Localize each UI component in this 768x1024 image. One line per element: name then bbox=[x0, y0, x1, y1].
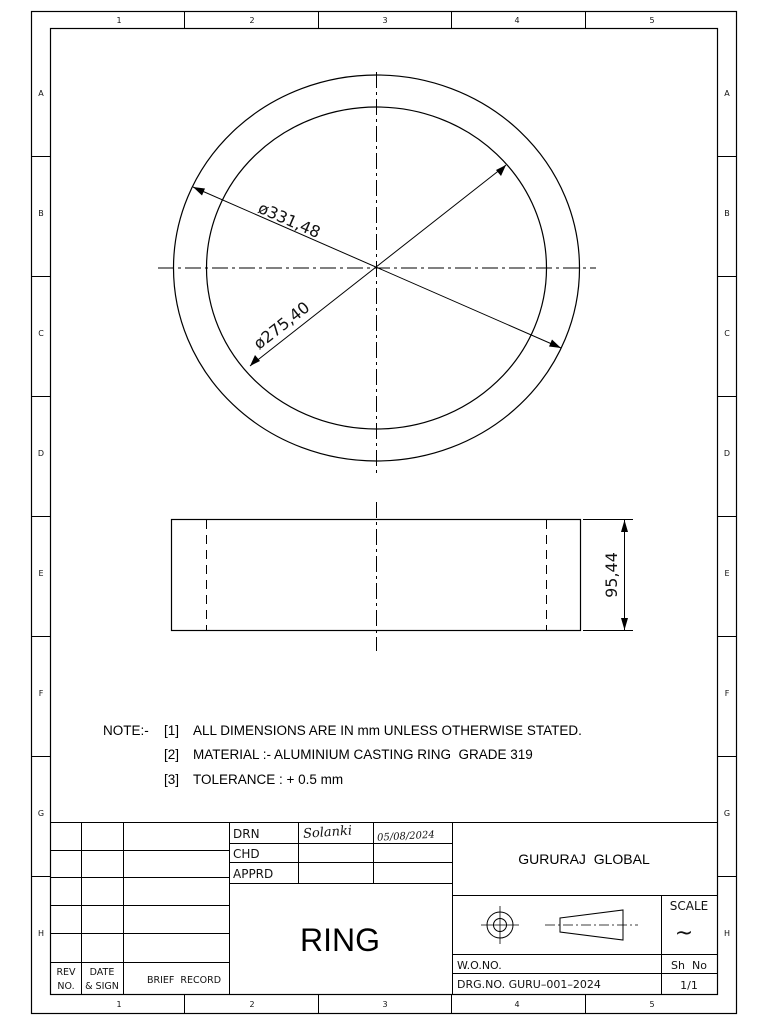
inner-diameter-arrow-start bbox=[250, 355, 260, 366]
drawn-date: 05/08/2024 bbox=[376, 829, 435, 844]
sheet-value: 1/1 bbox=[680, 979, 698, 992]
col-label-bottom-5: 5 bbox=[649, 1000, 655, 1009]
height-label: 95,44 bbox=[602, 552, 621, 598]
part-title: RING bbox=[300, 922, 380, 958]
note-1-number: [1] bbox=[164, 723, 180, 738]
drn-label: DRN bbox=[233, 827, 260, 841]
drawing-number: DRG.NO. GURU–001–2024 bbox=[457, 978, 601, 991]
row-label-right-e: E bbox=[724, 569, 730, 578]
sheet-label: Sh No bbox=[671, 959, 707, 972]
row-label-right-c: C bbox=[724, 329, 730, 338]
wo-number-label: W.O.NO. bbox=[457, 959, 502, 972]
row-label-left-d: D bbox=[37, 449, 45, 458]
col-label-bottom-4: 4 bbox=[514, 1000, 520, 1009]
rev-no-header: NO. bbox=[57, 981, 75, 992]
row-label-right-d: D bbox=[723, 449, 731, 458]
height-arrow-top bbox=[621, 520, 628, 532]
row-label-right-g: G bbox=[723, 809, 731, 818]
inner-border bbox=[51, 29, 718, 995]
notes bbox=[103, 723, 582, 787]
row-label-right-b: B bbox=[724, 209, 730, 218]
top-view bbox=[158, 72, 596, 475]
row-label-left-a: A bbox=[38, 89, 44, 98]
col-label-top-5: 5 bbox=[649, 16, 655, 25]
row-label-right-f: F bbox=[724, 689, 730, 698]
note-1-text: ALL DIMENSIONS ARE IN mm UNLESS OTHERWISE STATED. bbox=[193, 723, 582, 738]
note-2-text: MATERIAL :- ALUMINIUM CASTING RING GRADE 319 bbox=[193, 747, 533, 762]
outer-diameter-arrow-end bbox=[549, 340, 561, 349]
row-label-left-b: B bbox=[38, 209, 44, 218]
chd-label: CHD bbox=[233, 847, 260, 861]
row-label-right-a: A bbox=[724, 89, 730, 98]
scale-value: ~ bbox=[674, 921, 694, 946]
title-block bbox=[51, 823, 718, 995]
note-3-text: TOLERANCE : + 0.5 mm bbox=[193, 772, 344, 787]
row-label-right-h: H bbox=[723, 929, 731, 938]
outer-diameter-arrow-start bbox=[193, 187, 205, 196]
col-label-top-2: 2 bbox=[249, 16, 255, 25]
outer-diameter-label: ø331,48 bbox=[255, 198, 324, 243]
inner-diameter-dimension-line bbox=[250, 165, 506, 366]
front-view bbox=[172, 502, 634, 651]
drawn-by-signature: Solanki bbox=[302, 823, 353, 842]
note-3-number: [3] bbox=[164, 772, 180, 787]
date-header: DATE bbox=[89, 967, 115, 978]
inner-diameter-label: ø275,40 bbox=[249, 297, 314, 354]
sign-header: & SIGN bbox=[85, 981, 119, 992]
row-label-left-h: H bbox=[37, 929, 45, 938]
notes-heading: NOTE:- bbox=[103, 723, 149, 738]
apprd-label: APPRD bbox=[233, 867, 274, 881]
inner-diameter-arrow-end bbox=[496, 165, 506, 176]
col-label-bottom-3: 3 bbox=[382, 1000, 388, 1009]
row-label-left-c: C bbox=[38, 329, 44, 338]
row-label-left-g: G bbox=[37, 809, 45, 818]
company-name: GURURAJ GLOBAL bbox=[518, 851, 650, 867]
rev-header: REV bbox=[56, 967, 76, 978]
projection-symbol-icon bbox=[481, 906, 638, 944]
note-2-number: [2] bbox=[164, 747, 180, 762]
col-label-bottom-1: 1 bbox=[116, 1000, 122, 1009]
col-label-top-4: 4 bbox=[514, 16, 520, 25]
col-label-top-3: 3 bbox=[382, 16, 388, 25]
scale-label: SCALE bbox=[669, 899, 709, 913]
col-label-bottom-2: 2 bbox=[249, 1000, 255, 1009]
row-label-left-e: E bbox=[38, 569, 44, 578]
row-label-left-f: F bbox=[38, 689, 44, 698]
height-arrow-bottom bbox=[621, 618, 628, 630]
zone-dividers-vertical bbox=[32, 157, 737, 877]
col-label-top-1: 1 bbox=[116, 16, 122, 25]
brief-record-header: BRIEF RECORD bbox=[146, 975, 222, 986]
